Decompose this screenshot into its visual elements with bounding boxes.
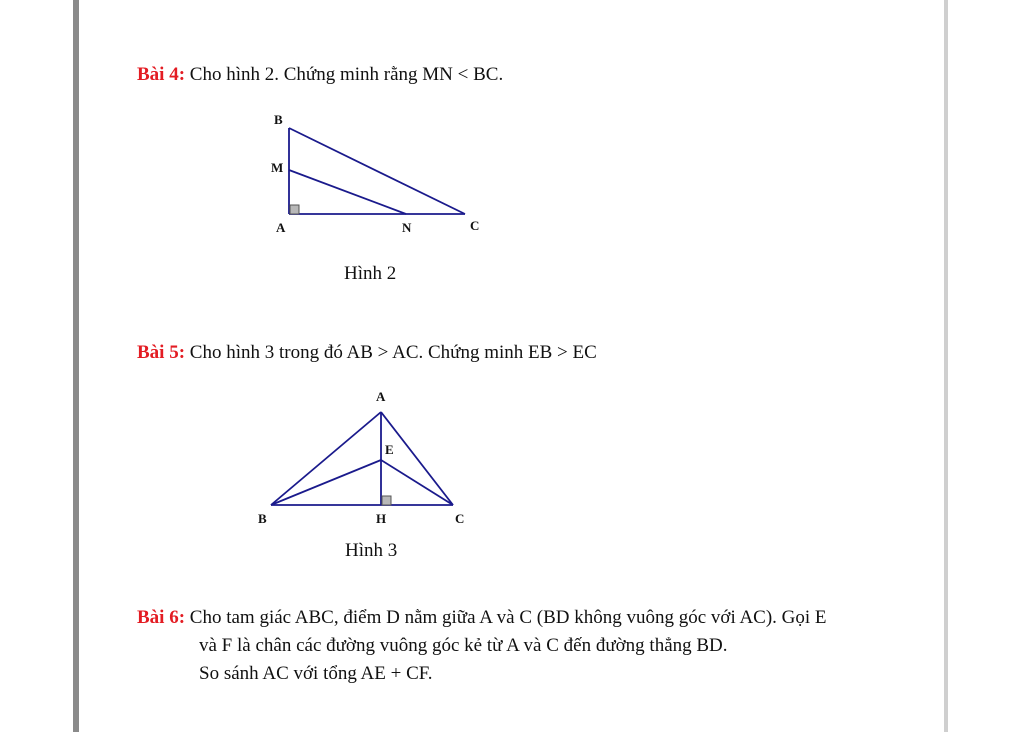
segment-eb [271, 460, 381, 505]
problem-4-text: Cho hình 2. Chứng minh rằng MN < BC. [189, 64, 504, 85]
right-angle-mark-h [382, 496, 391, 505]
problem-6-line-1 [137, 606, 827, 630]
problem-6-line-2: và F là chân các đường vuông góc kẻ từ A và C đến đường thẳng BD. [199, 635, 728, 656]
point-label-m: M [271, 160, 284, 175]
problem-5-text: Cho hình 3 trong đó AB > AC. Chứng minh EB > EC [189, 342, 597, 363]
segment-ab [271, 412, 381, 505]
point-label-h3: H [376, 511, 387, 526]
problem-5-label: Bài 5: [137, 342, 186, 363]
point-label-e3: E [385, 442, 394, 457]
problem-4-label: Bài 4: [137, 64, 186, 85]
segment-ec [381, 460, 453, 505]
point-label-c3: C [455, 511, 465, 526]
problem-6-text-1: Cho tam giác ABC, điểm D nằm giữa A và C (BD không vuông góc với AC). Gọi E [189, 607, 827, 628]
figure-3-caption: Hình 3 [345, 540, 398, 561]
point-label-c: C [470, 218, 480, 233]
point-label-b3: B [258, 511, 267, 526]
point-label-a: A [276, 220, 286, 235]
point-label-b: B [274, 112, 283, 127]
problem-5-statement [137, 341, 597, 365]
problem-6-line-3: So sánh AC với tổng AE + CF. [199, 663, 433, 684]
segment-bc [289, 128, 465, 214]
right-angle-mark [290, 205, 299, 214]
point-label-n: N [402, 220, 412, 235]
point-label-a3: A [376, 389, 386, 404]
problem-6-label: Bài 6: [137, 607, 186, 628]
figure-2-caption: Hình 2 [344, 263, 397, 284]
segment-ac3 [381, 412, 453, 505]
